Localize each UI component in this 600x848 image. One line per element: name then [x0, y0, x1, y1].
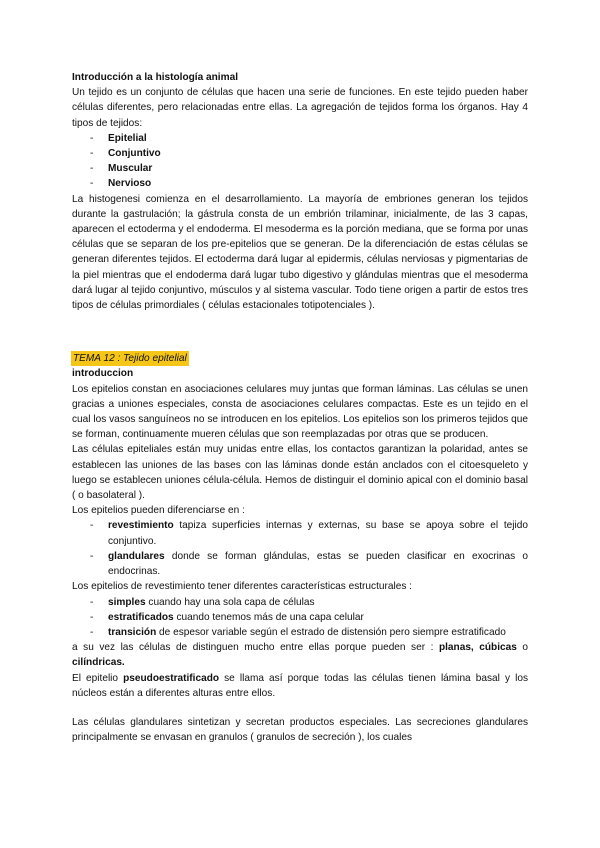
- section-subheading: introduccion: [72, 368, 134, 380]
- tema-paragraph-3: Los epitelios pueden diferenciarse en :: [72, 505, 245, 517]
- document-page: [72, 70, 528, 745]
- list-item: - revestimiento tapiza superficies internas y externas, su base se apoya sobre el tejido conjuntivo.: [72, 518, 528, 548]
- intro-paragraph-1: Un tejido es un conjunto de células que hacen una serie de funciones. En este tejido pueden haber células diferentes, pero relacionadas entre ellas. La agregación de tejidos forma los órganos. Hay 4 tipos de tejidos:: [72, 87, 528, 129]
- tissue-list: [72, 131, 528, 192]
- tema-paragraph-4: Los epitelios de revestimiento tener diferentes características estructurales :: [72, 581, 412, 593]
- list-item: - Epitelial: [72, 131, 528, 146]
- list-item: - simples cuando hay una sola capa de células: [72, 595, 528, 610]
- list-item: - glandulares donde se forman glándulas, estas se pueden clasificar en exocrinas o endocrinas.: [72, 549, 528, 579]
- list-item: - transición de espesor variable según el estrado de distensión pero siempre estratificado: [72, 625, 528, 640]
- tema-heading: TEMA 12 : Tejido epitelial: [71, 351, 189, 366]
- list-item: - Nervioso: [72, 176, 528, 191]
- tema-paragraph-1: Los epitelios constan en asociaciones celulares muy juntas que forman láminas. Las células se unen gracias a uniones especiales, consta de asociaciones celulares compactas. Este es un tejido en el cual los vasos sanguíneos no se introducen en los epitelios. Los epitelios son los primeros tejidos que se forman, continuamente mueren células que son reemplazadas por otras que se producen.: [72, 383, 528, 441]
- list-item: - Conjuntivo: [72, 146, 528, 161]
- tema-paragraph-6: El epitelio pseudoestratificado se llama así porque todas las células tienen lámina basal y los núcleos están a diferentes alturas entre ellos.: [72, 672, 528, 699]
- tema-paragraph-2: Las células epiteliales están muy unidas entre ellas, los contactos garantizan la polaridad, antes se establecen las uniones de las bases con las láminas donde están anclados con el citoesqueleto y luego se establecen uniones célula-célula. Hemos de distinguir el dominio apical con el dominio basal ( o basolateral ).: [72, 444, 528, 502]
- list-item: - Muscular: [72, 161, 528, 176]
- tema-paragraph-5: a su vez las células de distinguen mucho entre ellas porque pueden ser : planas, cúbicas o cilíndricas.: [72, 642, 529, 669]
- list-item: - estratificados cuando tenemos más de una capa celular: [72, 610, 528, 625]
- tema-paragraph-7: Las células glandulares sintetizan y secretan productos especiales. Las secreciones glandulares principalmente se envasan en granulos ( granulos de secreción ), los cuales: [72, 716, 528, 744]
- epithelium-types-list: [72, 518, 528, 579]
- structure-list: [72, 595, 528, 641]
- intro-paragraph-2: La histogenesi comienza en el desarrollamiento. La mayoría de embriones generan los tejidos durante la gastrulación; la gástrula consta de un embrión trilaminar, inicialmente, de las 3 capas, aparecen el ectoderma y el endoderma. El mesoderma es la porción mediana, que se forma por unas células que se separan de los pre-epitelios que se generan. De la diferenciación de estas células se generan diferentes tejidos. El ectoderma dará lugar al epidermis, células nerviosas y pigmentarias de la piel mientras que el endoderma dará lugar tubo digestivo y glándulas mientras que el mesoderma dará lugar al tejido conjuntivo, músculos y al sistema vascular. Todo tiene origen a partir de estos tres tipos de células primordiales ( células estacionales totipotenciales ).: [72, 193, 528, 312]
- intro-title: Introducción a la histología animal: [72, 72, 239, 83]
